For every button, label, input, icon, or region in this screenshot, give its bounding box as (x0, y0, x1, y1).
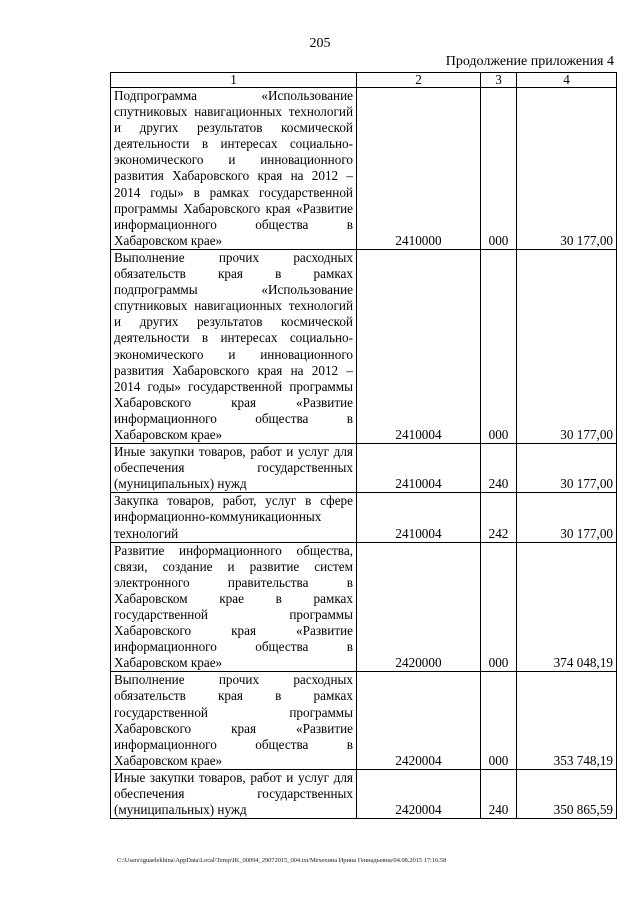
row-sum: 374 048,19 (517, 542, 617, 672)
row-kind: 000 (481, 672, 517, 770)
row-kind: 000 (481, 542, 517, 672)
column-header-code: 2 (357, 73, 481, 88)
table-row (111, 88, 617, 250)
table-row (111, 249, 617, 443)
row-code: 2420000 (357, 542, 481, 672)
row-kind: 000 (481, 249, 517, 443)
row-code: 2410004 (357, 444, 481, 493)
row-code: 2410004 (357, 493, 481, 542)
footer-file-path: C:\Users\iguaelekhina\AppData\Local\Temp\IK_00094_29072015_004.txt/Мехехина Ирина Геннадьевна/04.08.2015 17:16:58 (117, 857, 447, 864)
row-sum: 30 177,00 (517, 249, 617, 443)
row-sum: 353 748,19 (517, 672, 617, 770)
column-header-kind: 3 (481, 73, 517, 88)
column-header-name: 1 (111, 73, 357, 88)
table-row (111, 444, 617, 493)
row-code: 2420004 (357, 672, 481, 770)
table-row (111, 672, 617, 770)
table-row (111, 542, 617, 672)
row-code: 2410004 (357, 249, 481, 443)
row-sum: 350 865,59 (517, 769, 617, 818)
row-name: Закупка товаров, работ, услуг в сфере информационно-коммуникационных технологий (111, 493, 357, 542)
row-name: Подпрограмма «Использование спутниковых навигационных технологий и других результатов космической деятельности в интересах социально-экономического и инновационного развития Хабаровского края на 2012 – 2014 годы» в рамках государственной программы Хабаровского края «Развитие информационного общества в Хабаровском крае» (111, 88, 357, 250)
row-name: Развитие информационного общества, связи, создание и развитие систем электронного правительства в Хабаровском крае в рамках государственной программы Хабаровского края «Развитие информационного общества в Хабаровском крае» (111, 542, 357, 672)
table-header-row (111, 73, 617, 88)
row-code: 2420004 (357, 769, 481, 818)
row-sum: 30 177,00 (517, 444, 617, 493)
page-number: 205 (309, 36, 331, 51)
budget-table (110, 72, 617, 819)
row-kind: 242 (481, 493, 517, 542)
row-name: Выполнение прочих расходных обязательств края в рамках подпрограммы «Использование спутниковых навигационных технологий и других результатов космической деятельности в интересах социально-экономического и инновационного развития Хабаровского края на 2012 – 2014 годы» государственной программы Хабаровского края «Развитие информационного общества в Хабаровском крае» (111, 249, 357, 443)
column-header-sum: 4 (517, 73, 617, 88)
row-sum: 30 177,00 (517, 493, 617, 542)
appendix-continuation-note: Продолжение приложения 4 (445, 54, 614, 69)
row-name: Выполнение прочих расходных обязательств края в рамках государственной программы Хабаровского края «Развитие информационного общества в Хабаровском крае» (111, 672, 357, 770)
row-kind: 240 (481, 444, 517, 493)
row-kind: 000 (481, 88, 517, 250)
table-row (111, 769, 617, 818)
row-code: 2410000 (357, 88, 481, 250)
row-sum: 30 177,00 (517, 88, 617, 250)
row-name: Иные закупки товаров, работ и услуг для обеспечения государственных (муниципальных) нужд (111, 444, 357, 493)
table-row (111, 493, 617, 542)
row-kind: 240 (481, 769, 517, 818)
row-name: Иные закупки товаров, работ и услуг для обеспечения государственных (муниципальных) нужд (111, 769, 357, 818)
